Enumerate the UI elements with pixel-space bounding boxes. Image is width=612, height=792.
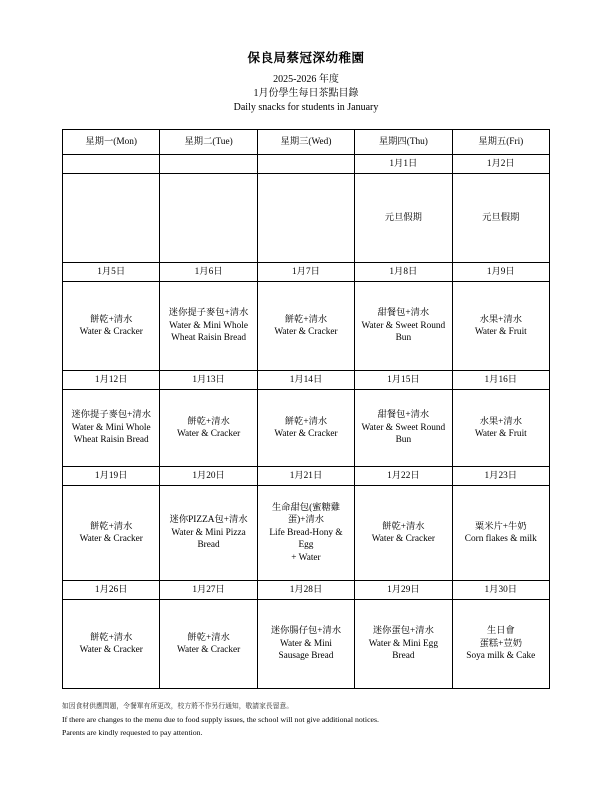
menu-line: Bun (395, 435, 412, 446)
menu-cell (257, 486, 354, 581)
menu-line: 甜餐包+清水 (377, 308, 430, 319)
menu-line: 粟米片+牛奶 (474, 521, 527, 532)
menu-line: Soya milk & Cake (466, 651, 536, 662)
menu-cell (160, 174, 257, 263)
menu-line: 餅乾+清水 (382, 521, 425, 532)
menu-lines (260, 625, 352, 663)
menu-lines (162, 307, 254, 345)
menu-cell (452, 486, 549, 581)
date-cell: 1月1日 (355, 155, 452, 174)
menu-cell (452, 390, 549, 467)
date-cell: 1月22日 (355, 467, 452, 486)
menu-cell (63, 600, 160, 689)
menu-line: 迷你PIZZA包+清水 (169, 515, 248, 526)
menu-lines (65, 409, 157, 447)
date-cell: 1月8日 (355, 263, 452, 282)
menu-line: Water & Mini Whole (71, 422, 151, 433)
table-row-dates-week4 (63, 467, 550, 486)
footnote-english-line2: Parents are kindly requested to pay attention. (62, 728, 203, 737)
menu-line: Bread (197, 540, 220, 551)
menu-line: Water & Sweet Round (361, 422, 446, 433)
menu-lines (357, 307, 449, 345)
column-header-wednesday: 星期三(Wed) (257, 130, 354, 155)
menu-lines (357, 521, 449, 546)
date-cell: 1月26日 (63, 581, 160, 600)
menu-line: Water & Mini Whole (169, 320, 249, 331)
menu-line: Water & Mini Pizza (171, 527, 246, 538)
menu-line: Bun (395, 333, 412, 344)
subtitle-line-2: 1月份學生每日茶點目錄 (253, 88, 359, 99)
menu-line: Water & Cracker (274, 327, 338, 337)
date-cell: 1月12日 (63, 371, 160, 390)
menu-line: 迷你提子麥包+清水 (71, 410, 151, 421)
menu-line: Water & Cracker (371, 534, 435, 544)
date-cell: 1月6日 (160, 263, 257, 282)
date-cell (257, 155, 354, 174)
footnote (62, 700, 562, 739)
menu-cell (452, 600, 549, 689)
date-cell: 1月21日 (257, 467, 354, 486)
date-cell: 1月28日 (257, 581, 354, 600)
column-header-friday: 星期五(Fri) (452, 130, 549, 155)
menu-lines (455, 212, 547, 225)
date-cell: 1月27日 (160, 581, 257, 600)
menu-cell (355, 486, 452, 581)
menu-line: + Water (291, 552, 321, 563)
menu-lines (260, 416, 352, 441)
menu-cell (257, 174, 354, 263)
date-cell: 1月2日 (452, 155, 549, 174)
menu-cell (63, 486, 160, 581)
menu-cell (452, 174, 549, 263)
menu-line: Water & Cracker (79, 327, 143, 337)
date-cell (160, 155, 257, 174)
table-row-dates-week5 (63, 581, 550, 600)
table-row-menu-week2 (63, 282, 550, 371)
menu-lines (455, 521, 547, 546)
menu-cell (63, 282, 160, 371)
menu-line: Water & Mini (280, 638, 332, 649)
menu-cell (160, 282, 257, 371)
menu-cell (257, 282, 354, 371)
table-header-row (63, 130, 550, 155)
menu-cell (63, 174, 160, 263)
menu-lines (162, 632, 254, 657)
column-header-thursday: 星期四(Thu) (355, 130, 452, 155)
menu-cell (160, 486, 257, 581)
table-row-dates-week1 (63, 155, 550, 174)
menu-lines (162, 514, 254, 552)
column-header-monday: 星期一(Mon) (63, 130, 160, 155)
menu-lines (455, 314, 547, 339)
menu-line: 蛋糕+荳奶 (479, 638, 522, 649)
menu-line: Life Bread-Hony & (269, 527, 343, 538)
column-header-tuesday: 星期二(Tue) (160, 130, 257, 155)
menu-lines (65, 632, 157, 657)
table-row-menu-week1 (63, 174, 550, 263)
date-cell: 1月16日 (452, 371, 549, 390)
menu-line: 甜餐包+清水 (377, 410, 430, 421)
menu-line: Egg (298, 540, 314, 551)
menu-cell (63, 390, 160, 467)
menu-cell (452, 282, 549, 371)
date-cell: 1月7日 (257, 263, 354, 282)
menu-line: 餅乾+清水 (187, 416, 230, 427)
date-cell: 1月19日 (63, 467, 160, 486)
menu-line: 餅乾+清水 (284, 314, 328, 325)
date-cell: 1月30日 (452, 581, 549, 600)
menu-cell (355, 600, 452, 689)
menu-line: Corn flakes & milk (464, 534, 537, 544)
table-row-menu-week5 (63, 600, 550, 689)
menu-lines (455, 416, 547, 441)
menu-lines (162, 416, 254, 441)
menu-line: 迷你提子麥包+清水 (168, 308, 249, 319)
menu-line: 餅乾+清水 (284, 416, 328, 427)
menu-line: Water & Cracker (79, 534, 143, 544)
menu-line: 元旦假期 (384, 212, 422, 223)
footnote-english-line1: If there are changes to the menu due to food supply issues, the school will not give additional notices. (62, 715, 379, 724)
menu-line: Water & Cracker (79, 645, 143, 655)
date-cell: 1月29日 (355, 581, 452, 600)
menu-lines (455, 625, 547, 663)
menu-line: 迷你蛋包+清水 (372, 626, 434, 637)
menu-cell (355, 390, 452, 467)
page-subtitle (62, 73, 550, 115)
menu-lines (65, 314, 157, 339)
date-cell: 1月5日 (63, 263, 160, 282)
menu-line: Water & Mini Egg (368, 638, 438, 649)
menu-cell (160, 390, 257, 467)
menu-line: Wheat Raisin Bread (171, 333, 247, 344)
menu-line: 餅乾+清水 (89, 521, 133, 532)
menu-line: Wheat Raisin Bread (73, 435, 149, 446)
menu-line: 生日會 (486, 626, 515, 637)
menu-line: 迷你腸仔包+清水 (270, 626, 342, 637)
table-row-menu-week3 (63, 390, 550, 467)
menu-lines (65, 521, 157, 546)
menu-lines (260, 314, 352, 339)
menu-cell (355, 282, 452, 371)
date-cell: 1月13日 (160, 371, 257, 390)
menu-line: 元旦假期 (482, 212, 520, 223)
table-row-dates-week3 (63, 371, 550, 390)
menu-line: 餅乾+清水 (89, 632, 133, 643)
menu-line: Water & Fruit (474, 327, 527, 337)
menu-line: 餅乾+清水 (89, 314, 133, 325)
menu-cell (257, 600, 354, 689)
menu-line: Sausage Bread (278, 651, 334, 662)
menu-lines (357, 625, 449, 663)
menu-line: Water & Fruit (474, 429, 527, 439)
table-row-dates-week2 (63, 263, 550, 282)
menu-cell (257, 390, 354, 467)
page-title: 保良局蔡冠深幼稚園 (247, 51, 365, 65)
snack-menu-table (62, 129, 550, 689)
menu-cell (355, 174, 452, 263)
date-cell: 1月20日 (160, 467, 257, 486)
menu-line: 水果+清水 (479, 416, 522, 427)
menu-line: Water & Cracker (176, 429, 241, 439)
date-cell (63, 155, 160, 174)
menu-line: Water & Cracker (176, 645, 241, 655)
menu-line: Water & Cracker (274, 429, 338, 439)
footnote-chinese: 如因食材供應問題，令餐單有所更改，校方將不作另行通知，敬請家長留意。 (62, 703, 294, 710)
menu-line: 水果+清水 (479, 314, 522, 325)
date-cell: 1月14日 (257, 371, 354, 390)
menu-cell (160, 600, 257, 689)
date-cell: 1月15日 (355, 371, 452, 390)
menu-lines (260, 502, 352, 565)
menu-lines (357, 212, 449, 225)
date-cell: 1月9日 (452, 263, 549, 282)
table-row-menu-week4 (63, 486, 550, 581)
subtitle-line-3: Daily snacks for students in January (233, 102, 379, 113)
menu-line: Bread (392, 651, 415, 662)
subtitle-line-1: 2025-2026 年度 (273, 74, 339, 85)
menu-lines (357, 409, 449, 447)
menu-line: Water & Sweet Round (361, 320, 446, 331)
menu-line: 餅乾+清水 (187, 632, 230, 643)
menu-line: 生命甜包(蜜糖雞蛋)+清水 (271, 502, 341, 526)
date-cell: 1月23日 (452, 467, 549, 486)
